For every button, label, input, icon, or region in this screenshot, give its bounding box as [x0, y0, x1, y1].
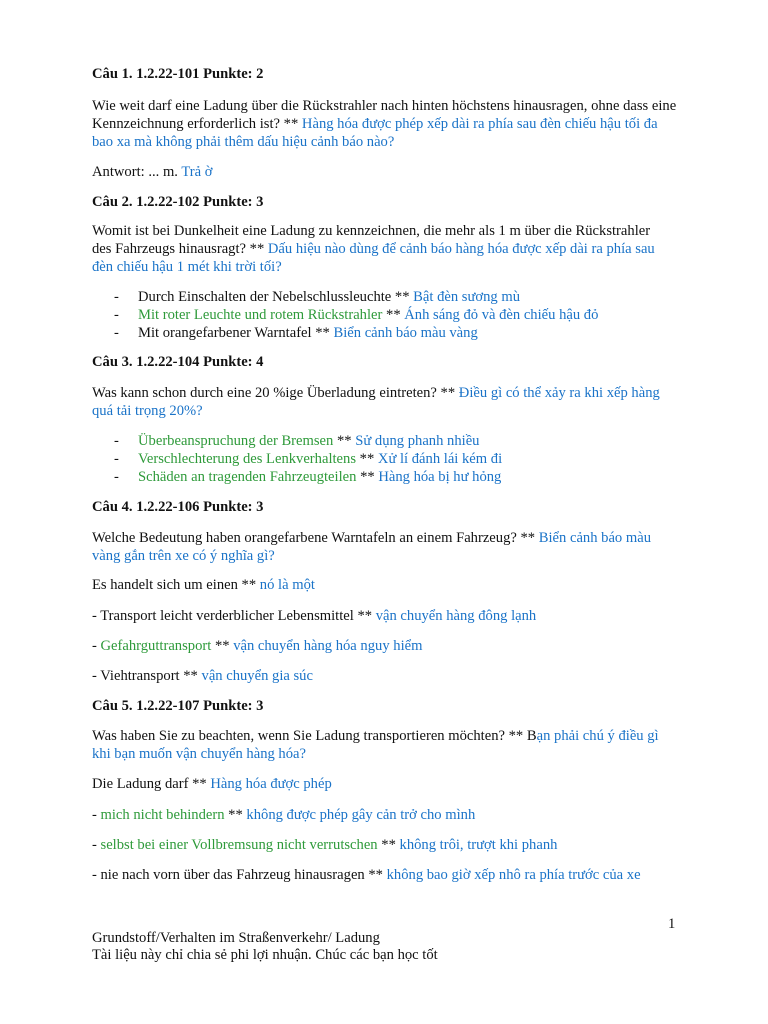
option-german: Mit orangefarbener Warntafel	[138, 325, 312, 341]
question-5-line-2	[92, 836, 557, 854]
page-footer	[92, 930, 692, 964]
option-german-correct: Überbeanspruchung der Bremsen	[138, 433, 334, 449]
question-1-german: Wie weit darf eine Ladung über die Rückstrahler nach hinten höchstens hinausragen, ohne dass eine Kennzeichnung erforderlich ist? **	[92, 98, 677, 132]
question-3-vietnamese: Điều gì có thể xảy ra khi xếp hàng quá tải trọng 20%?	[92, 385, 660, 419]
option-german: Durch Einschalten der Nebelschlussleuchte	[138, 289, 392, 305]
intro-german: Die Ladung darf **	[92, 776, 211, 792]
list-item: - Verschlechterung des Lenkverhaltens ** Xử lí đánh lái kém đi	[114, 451, 503, 467]
question-4-line-3	[92, 667, 313, 685]
line-german-correct: selbst bei einer Vollbremsung nicht verrutschen	[100, 837, 382, 853]
question-5-text	[92, 727, 672, 763]
question-5-vietnamese: ạn phải chú ý điều gì khi bạn muốn vận chuyển hàng hóa?	[92, 728, 659, 762]
question-3-text	[92, 384, 672, 420]
list-item: - Durch Einschalten der Nebelschlussleuchte ** Bật đèn sương mù	[114, 289, 521, 305]
intro-vietnamese: Hàng hóa được phép	[210, 776, 332, 792]
question-5-intro	[92, 775, 332, 793]
line-separator: **	[381, 837, 400, 853]
line-separator: **	[211, 638, 234, 654]
option-vietnamese: Sử dụng phanh nhiều	[355, 433, 480, 449]
question-1-text	[92, 97, 682, 151]
line-german: - Transport leicht verderblicher Lebensmittel **	[92, 608, 376, 624]
footer-line-1: Grundstoff/Verhalten im Straßenverkehr/ Ladung	[92, 930, 380, 946]
line-vietnamese: vận chuyển gia súc	[201, 668, 313, 684]
line-vietnamese: không bao giờ xếp nhô ra phía trước của xe	[386, 867, 641, 883]
question-2-text	[92, 222, 672, 276]
question-5-line-1	[92, 806, 475, 824]
line-vietnamese: không trôi, trượt khi phanh	[399, 837, 558, 853]
answer-vietnamese: Trả ờ	[181, 164, 213, 180]
option-vietnamese: Biển cảnh báo màu vàng	[333, 325, 478, 341]
list-item: - Schäden an tragenden Fahrzeugteilen ** Hàng hóa bị hư hỏng	[114, 469, 502, 485]
question-4-german: Welche Bedeutung haben orangefarbene Warntafeln an einem Fahrzeug? **	[92, 530, 539, 546]
question-1-vietnamese: Hàng hóa được phép xếp dài ra phía sau đèn chiếu hậu tối đa bao xa mà không phải thêm dấu hiệu cảnh báo nào?	[92, 116, 658, 150]
question-5-line-3	[92, 866, 641, 884]
question-4-vietnamese: Biển cảnh báo màu vàng gắn trên xe có ý nghĩa gì?	[92, 530, 652, 564]
line-vietnamese: vận chuyển hàng đông lạnh	[375, 608, 537, 624]
question-1-title: Câu 1. 1.2.22-101 Punkte: 2	[92, 66, 264, 82]
line-vietnamese: không được phép gây cản trở cho mình	[246, 807, 476, 823]
question-4-line-2	[92, 637, 422, 655]
question-2-title: Câu 2. 1.2.22-102 Punkte: 3	[92, 194, 264, 210]
question-4-text	[92, 529, 672, 565]
line-german-correct: Gefahrguttransport	[100, 638, 212, 654]
option-german-correct: Mit roter Leuchte und rotem Rückstrahler	[138, 307, 383, 323]
question-2-vietnamese: Dấu hiệu nào dùng để cảnh báo hàng hóa được xếp dài ra phía sau đèn chiếu hậu 1 mét khi trời tối?	[92, 241, 655, 275]
line-german: - Viehtransport **	[92, 668, 202, 684]
line-dash: -	[92, 638, 101, 654]
question-2-options	[92, 288, 692, 342]
line-german: - nie nach vorn über das Fahrzeug hinausragen **	[92, 867, 387, 883]
page-number: 1	[668, 916, 676, 932]
list-item: - Mit orangefarbener Warntafel ** Biển cảnh báo màu vàng	[114, 325, 478, 341]
option-vietnamese: Ánh sáng đỏ và đèn chiếu hậu đỏ	[404, 307, 599, 323]
line-dash: -	[92, 837, 101, 853]
question-4-line-1	[92, 607, 536, 625]
option-german-correct: Schäden an tragenden Fahrzeugteilen	[138, 469, 357, 485]
answer-label: Antwort: ... m.	[92, 164, 182, 180]
footer-line-2: Tài liệu này chỉ chia sẻ phi lợi nhuận. Chúc các bạn học tốt	[92, 947, 438, 963]
question-4-intro	[92, 576, 315, 594]
question-3-options	[92, 432, 692, 486]
line-separator: **	[224, 807, 247, 823]
question-1-answer	[92, 163, 212, 181]
intro-vietnamese: nó là một	[259, 577, 315, 593]
option-german-correct: Verschlechterung des Lenkverhaltens	[138, 451, 357, 467]
option-vietnamese: Xử lí đánh lái kém đi	[377, 451, 503, 467]
list-item: - Überbeanspruchung der Bremsen ** Sử dụng phanh nhiều	[114, 433, 480, 449]
question-5-german: Was haben Sie zu beachten, wenn Sie Ladung transportieren möchten? ** B	[92, 728, 537, 744]
option-vietnamese: Hàng hóa bị hư hỏng	[378, 469, 502, 485]
question-3-german: Was kann schon durch eine 20 %ige Überladung eintreten? **	[92, 385, 459, 401]
intro-german: Es handelt sich um einen **	[92, 577, 260, 593]
list-item: - Mit roter Leuchte und rotem Rückstrahler ** Ánh sáng đỏ và đèn chiếu hậu đỏ	[114, 307, 599, 323]
question-3-title: Câu 3. 1.2.22-104 Punkte: 4	[92, 354, 264, 370]
line-dash: -	[92, 807, 101, 823]
question-4-title: Câu 4. 1.2.22-106 Punkte: 3	[92, 499, 264, 515]
line-vietnamese: vận chuyển hàng hóa nguy hiểm	[233, 638, 423, 654]
option-vietnamese: Bật đèn sương mù	[413, 289, 521, 305]
line-german-correct: mich nicht behindern	[100, 807, 225, 823]
question-5-title: Câu 5. 1.2.22-107 Punkte: 3	[92, 698, 264, 714]
question-2-german: Womit ist bei Dunkelheit eine Ladung zu kennzeichnen, die mehr als 1 m über die Rückstrahler des Fahrzeugs hinausragt? **	[92, 223, 651, 257]
